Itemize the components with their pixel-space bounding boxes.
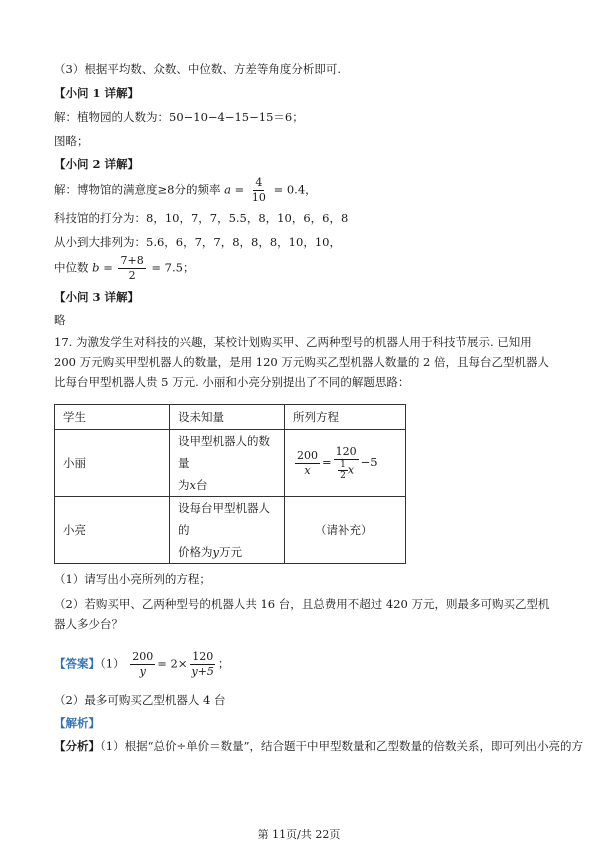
row2-equation: （请补充） bbox=[285, 497, 406, 564]
median-result: = 7.5； bbox=[151, 260, 195, 275]
row2-unknown bbox=[170, 497, 285, 564]
median-prefix: 中位数 bbox=[54, 260, 89, 275]
frequency-numerator: 4 bbox=[255, 176, 263, 189]
solution-table bbox=[54, 404, 406, 564]
frequency-fraction bbox=[250, 176, 268, 205]
intro-note: （3）根据平均数、众数、中位数、方差等角度分析即可. bbox=[54, 62, 341, 76]
problem-17-text: 17. 为激发学生对科技的兴趣，某校计划购买甲、乙两种型号的机器人用于科技节展示. 已知用 200 万元购买甲型机器人的数量，是用 120 万元购买乙型机器人数量的 2 倍，且每台乙型机器人比每台甲型机器人贵 5 万元. 小丽和小亮分别提出了不同的解题思路： bbox=[54, 335, 549, 389]
answer-tag: 【答案】 bbox=[54, 656, 100, 671]
row1-var-sym: x bbox=[189, 478, 196, 492]
frequency-prefix: 解：博物馆的满意度≥8分的频率 bbox=[54, 182, 221, 197]
part2-sorted: 从小到大排列为：5.6，6，7，7，8，8，8，10，10， bbox=[54, 235, 341, 249]
part1-note: 图略； bbox=[54, 134, 89, 148]
eq-fraction-left bbox=[295, 449, 320, 478]
median-denominator: 2 bbox=[128, 269, 136, 282]
frequency-var: a bbox=[224, 182, 231, 197]
answer-line bbox=[54, 650, 229, 679]
frequency-result: = 0.4， bbox=[273, 182, 317, 197]
answer-fraction-left bbox=[130, 650, 155, 679]
analysis-tag: 【解析】 bbox=[54, 716, 100, 730]
part2-median bbox=[54, 254, 194, 283]
part2-header: 【小问 2 详解】 bbox=[54, 157, 140, 171]
eq-right-den-sym: x bbox=[347, 463, 355, 477]
fenxi-text: （1）根据“总价÷单价＝数量”，结合题干中甲型数量和乙型数量的倍数关系，即可列出小亮的方 bbox=[100, 739, 583, 753]
answer-right-numerator: 120 bbox=[192, 650, 214, 663]
part1-header: 【小问 1 详解】 bbox=[54, 86, 140, 100]
part1-solution: 解：植物园的人数为：50−10−4−15−15＝6； bbox=[54, 110, 304, 124]
eq-right-numerator: 120 bbox=[335, 445, 357, 458]
equals-sign: = bbox=[234, 182, 245, 197]
table-row bbox=[55, 430, 406, 497]
row2-var-sym: y bbox=[212, 545, 219, 559]
analysis-line bbox=[54, 737, 583, 755]
part3-text: 略 bbox=[54, 313, 66, 327]
median-fraction bbox=[118, 254, 145, 283]
header-student: 学生 bbox=[55, 405, 170, 430]
question-1: （1）请写出小亮所列的方程； bbox=[54, 572, 211, 586]
answer-end: ； bbox=[217, 656, 230, 671]
answer-part1-label: （1） bbox=[100, 656, 125, 671]
median-numerator: 7+8 bbox=[120, 254, 144, 267]
row1-equation bbox=[285, 430, 406, 497]
answer-right-denominator: y+5 bbox=[191, 665, 214, 678]
answer-mid: = 2× bbox=[157, 656, 188, 671]
row2-var-text3: 万元 bbox=[219, 545, 242, 559]
eq-right-denominator bbox=[336, 460, 356, 481]
answer-fraction-right bbox=[189, 650, 215, 679]
answer-part2: （2）最多可购买乙型机器人 4 台 bbox=[54, 693, 226, 707]
answer-left-denominator: y bbox=[139, 665, 146, 678]
eq-left-denominator: x bbox=[304, 463, 311, 477]
part2-scores: 科技馆的打分为：8，10，7，7，5.5，8，10，6，6，8 bbox=[54, 211, 349, 225]
row1-var-text3: 台 bbox=[196, 478, 208, 492]
half-denominator: 2 bbox=[340, 471, 346, 481]
header-equation: 所列方程 bbox=[285, 405, 406, 430]
header-unknown: 设未知量 bbox=[170, 405, 285, 430]
part3-header: 【小问 3 详解】 bbox=[54, 290, 140, 304]
eq-fraction-right bbox=[334, 445, 359, 481]
row1-var-text1: 设甲型机器人的数量 bbox=[178, 434, 270, 470]
eq-half-fraction bbox=[338, 460, 348, 481]
question-2: （2）若购买甲、乙两种型号的机器人共 16 台，且总费用不超过 420 万元，则最多可购买乙型机器人多少台？ bbox=[54, 597, 550, 631]
eq-tail: −5 bbox=[360, 455, 378, 469]
row2-var-text2: 价格为 bbox=[178, 545, 213, 559]
answer-left-numerator: 200 bbox=[132, 650, 154, 663]
table-row bbox=[55, 497, 406, 564]
part2-frequency bbox=[54, 176, 317, 205]
frequency-denominator: 10 bbox=[251, 191, 266, 204]
half-numerator: 1 bbox=[340, 460, 346, 470]
row1-student: 小丽 bbox=[55, 430, 170, 497]
page-footer: 第 11页/共 22页 bbox=[257, 828, 341, 841]
eq-left-numerator: 200 bbox=[297, 448, 318, 462]
row1-unknown bbox=[170, 430, 285, 497]
row2-student: 小亮 bbox=[55, 497, 170, 564]
fenxi-tag: 【分析】 bbox=[54, 739, 100, 753]
row1-var-text2: 为 bbox=[178, 478, 190, 492]
equals-sign: = bbox=[322, 455, 332, 469]
row2-var-text1: 设每台甲型机器人的 bbox=[178, 501, 270, 537]
median-var: b bbox=[92, 260, 100, 275]
equals-sign: = bbox=[103, 260, 113, 275]
table-header-row bbox=[55, 405, 406, 430]
